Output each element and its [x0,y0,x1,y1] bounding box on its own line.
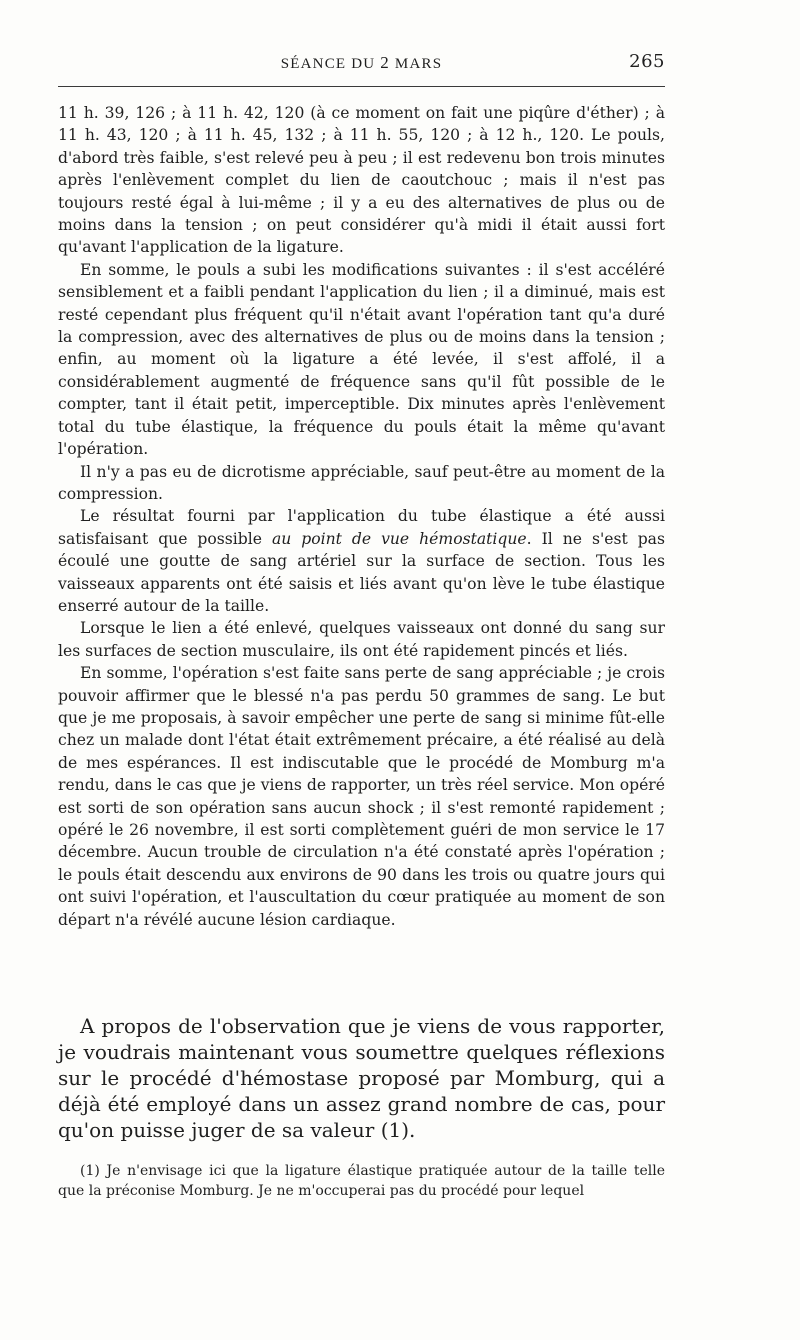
paragraph-text: 11 h. 39, 126 ; à 11 h. 42, 120 (à ce moment on fait une piqûre d'éther) ; à 11 h. 43, 120 ; à 11 h. 45, 132 ; à 11 h. 55, 120 ; à 12 h., 120. Le pouls, d'abord très faible, s'est relevé peu à peu ; il est redevenu bon trois minutes après l'enlèvement complet du lien de caoutchouc ; mais il n'est pas toujours resté égal à lui-même ; il y a eu des alternatives de plus ou de moins dans la tension ; on peut considérer qu'à midi il était aussi fort qu'avant l'application de la ligature. [58,104,665,257]
paragraph-text: . Il ne s'est pas écoulé une goutte de sang artériel sur la surface de section. Tous les vaisseaux apparents ont été saisis et liés avant qu'on lève le tube élastique enserré autour de la taille. [58,529,665,615]
paragraph-continuation [58,102,665,259]
paragraph [58,617,665,662]
page [58,0,665,1340]
running-head-month: MARS [389,56,443,72]
paragraph [58,505,665,617]
paragraph [58,662,665,931]
paragraph [58,461,665,506]
page-number: 265 [629,51,665,72]
footnote [58,1161,665,1201]
running-head-text: SÉANCE DU [280,56,381,72]
paragraph-text: Le résultat fourni par l'application du tube élastique a été aussi satisfaisant que possible [58,507,665,548]
large-paragraph: A propos de l'observation que je viens de vous rapporter, je voudrais maintenant vous soumettre quelques réflexions sur le procédé d'hémostase proposé par Momburg, qui a déjà été employé dans un assez grand nombre de cas, pour qu'on puisse juger de sa valeur (1). [58,1014,665,1142]
italic-phrase: au point de vue hémostatique [271,529,527,548]
header-rule [58,86,665,87]
body-text [58,102,665,931]
page-header [58,53,665,77]
paragraph-text: Il n'y a pas eu de dicrotisme appréciable, sauf peut-être au moment de la compression. [58,462,665,503]
large-type-section [58,1013,665,1143]
paragraph-text: En somme, le pouls a subi les modifications suivantes : il s'est accéléré sensiblement et a faibli pendant l'application du lien ; il a diminué, mais est resté cependant plus fréquent qu'il n'était avant l'opération tant qu'a duré la compression, avec des alternatives de plus ou de moins dans la tension ; enfin, au moment où la ligature a été levée, il s'est affolé, il a considérablement augmenté de fréquence sans qu'il fût possible de le compter, tant il était petit, imperceptible. Dix minutes après l'enlèvement total du tube élastique, la fréquence du pouls était la même qu'avant l'opération. [58,260,665,459]
paragraph-text: Lorsque le lien a été enlevé, quelques vaisseaux ont donné du sang sur les surfaces de section musculaire, ils ont été rapidement pincés et liés. [58,619,665,660]
footnote-text: (1) Je n'envisage ici que la ligature élastique pratiquée autour de la taille telle que la préconise Momburg. Je ne m'occuperai pas du procédé pour lequel [58,1163,665,1199]
running-head-day: 2 [380,53,390,72]
running-head [58,53,665,73]
paragraph-text: En somme, l'opération s'est faite sans perte de sang appréciable ; je crois pouvoir affirmer que le blessé n'a pas perdu 50 grammes de sang. Le but que je me proposais, à savoir empêcher une perte de sang si minime fût-elle chez un malade dont l'état était extrêmement précaire, a été réalisé au delà de mes espérances. Il est indiscutable que le procédé de Momburg m'a rendu, dans le cas que je viens de rapporter, un très réel service. Mon opéré est sorti de son opération sans aucun shock ; il s'est remonté rapidement ; opéré le 26 novembre, il est sorti complètement guéri de mon service le 17 décembre. Aucun trouble de circulation n'a été constaté après l'opération ; le pouls était descendu aux environs de 90 dans les trois ou quatre jours qui ont suivi l'opération, et l'auscultation du cœur pratiquée au moment de son départ n'a révélé aucune lésion cardiaque. [58,664,665,929]
paragraph [58,259,665,461]
